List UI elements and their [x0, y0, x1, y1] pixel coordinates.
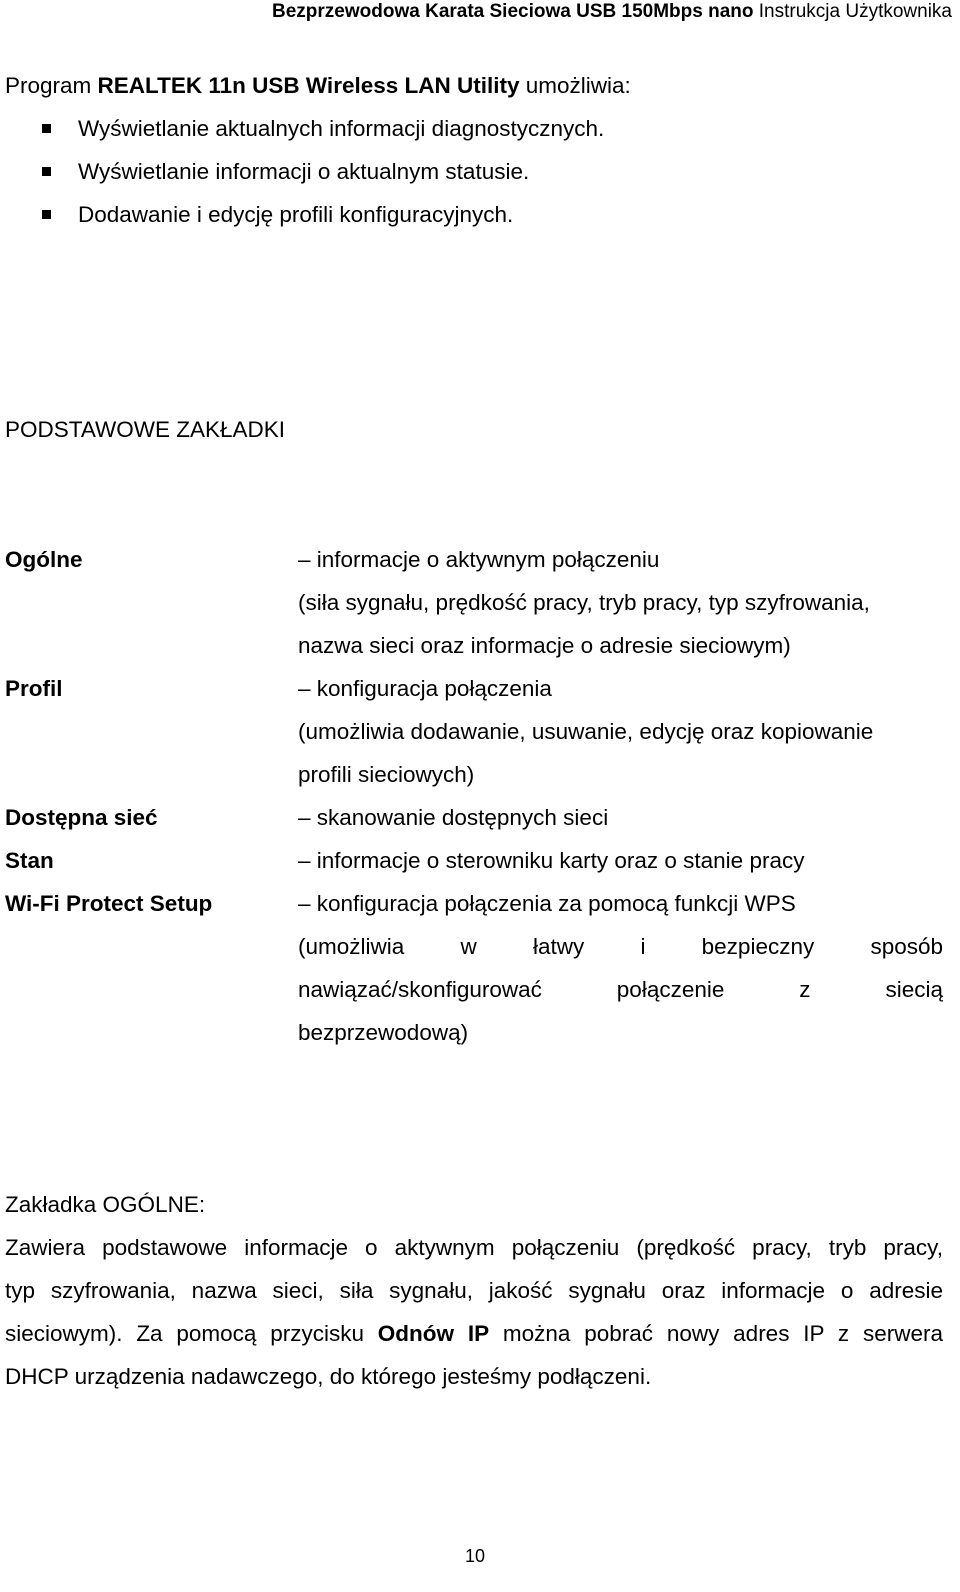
paragraph-text: można pobrać nowy adres IP z serwera [489, 1321, 943, 1346]
intro-line [5, 72, 631, 100]
tab-desc-line: – informacje o aktywnym połączeniu [298, 547, 660, 572]
bullet-item: Dodawanie i edycję profili konfiguracyjnych. [78, 202, 514, 227]
tab-desc-line: (umożliwia dodawanie, usuwanie, edycję oraz kopiowanie [298, 719, 874, 744]
program-name: REALTEK 11n USB Wireless LAN Utility [97, 73, 520, 98]
bullet-item: Wyświetlanie aktualnych informacji diagnostycznych. [78, 116, 605, 141]
tab-desc-line: – konfiguracja połączenia za pomocą funkcji WPS [298, 891, 796, 916]
general-tab-paragraph-line [5, 1320, 943, 1348]
tab-desc-line: – skanowanie dostępnych sieci [298, 805, 609, 830]
general-tab-paragraph-line: DHCP urządzenia nadawczego, do którego jesteśmy podłączeni. [5, 1364, 652, 1389]
general-tab-paragraph-line: Zawiera podstawowe informacje o aktywnym połączeniu (prędkość pracy, tryb pracy, [5, 1235, 943, 1260]
header-title-regular: Instrukcja Użytkownika [758, 1, 952, 22]
tab-name-profil: Profil [5, 676, 63, 701]
general-tab-heading: Zakładka OGÓLNE: [5, 1192, 206, 1217]
tab-desc-line: nazwa sieci oraz informacje o adresie sieciowym) [298, 633, 791, 658]
paragraph-text: sieciowym). Za pomocą przycisku [5, 1321, 378, 1346]
tab-desc-line: bezprzewodową) [298, 1020, 469, 1045]
tab-name-stan: Stan [5, 848, 54, 873]
intro-suffix: umożliwia: [519, 73, 631, 98]
page-header [272, 0, 952, 24]
bullet-icon [42, 124, 51, 133]
tab-desc-line: nawiązać/skonfigurować połączenie z siecią [298, 977, 943, 1002]
tab-name-dostepna-siec: Dostępna sieć [5, 805, 158, 830]
general-tab-paragraph-line: typ szyfrowania, nazwa sieci, siła sygnału, jakość sygnału oraz informacje o adresie [5, 1278, 943, 1303]
intro-prefix: Program [5, 73, 98, 98]
header-title-bold: Bezprzewodowa Karata Sieciowa USB 150Mbps nano [272, 1, 754, 22]
tab-desc-line: (umożliwia w łatwy i bezpieczny sposób [298, 934, 943, 959]
tab-desc-line: – konfiguracja połączenia [298, 676, 552, 701]
tab-desc-line: profili sieciowych) [298, 762, 475, 787]
section-title: PODSTAWOWE ZAKŁADKI [5, 417, 286, 442]
page-number: 10 [465, 1546, 486, 1566]
tab-desc-line: (siła sygnału, prędkość pracy, tryb pracy, typ szyfrowania, [298, 590, 870, 615]
tab-name-wps: Wi-Fi Protect Setup [5, 891, 213, 916]
renew-ip-label: Odnów IP [377, 1321, 490, 1346]
tab-name-ogolne: Ogólne [5, 547, 83, 572]
bullet-item: Wyświetlanie informacji o aktualnym statusie. [78, 159, 530, 184]
bullet-icon [42, 210, 51, 219]
tab-desc-line: – informacje o sterowniku karty oraz o stanie pracy [298, 848, 805, 873]
bullet-icon [42, 167, 51, 176]
